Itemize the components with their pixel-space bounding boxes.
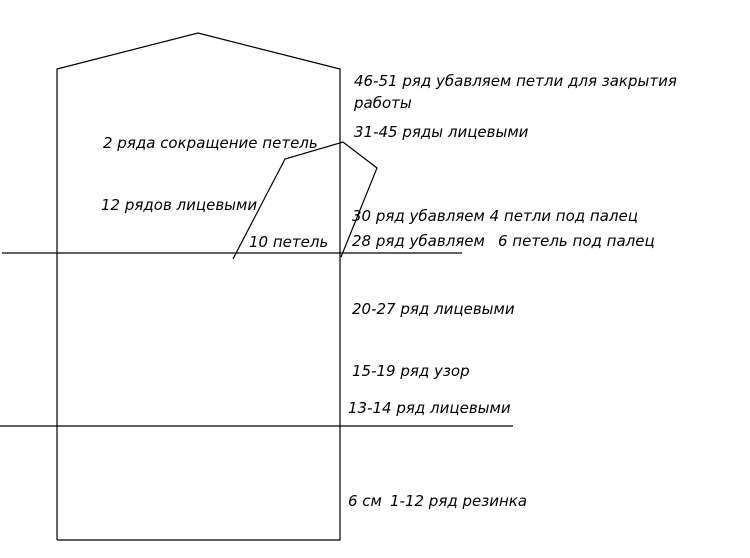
label-row-28-part2: 6 петель под палец xyxy=(498,232,655,250)
label-size-6cm: 6 см xyxy=(348,492,382,510)
label-rows-46-51-line1: 46-51 ряд убавляем петли для закрытия xyxy=(354,72,677,90)
label-rows-12-knit: 12 рядов лицевыми xyxy=(101,196,258,214)
label-short-rows: 2 ряда сокращение петель xyxy=(103,134,318,152)
label-rows-46-51-line2: работы xyxy=(354,94,412,112)
label-rows-31-45: 31-45 ряды лицевыми xyxy=(354,123,529,141)
label-row-28-part1: 28 ряд убавляем xyxy=(352,232,485,250)
label-row-30: 30 ряд убавляем 4 петли под палец xyxy=(352,207,638,225)
label-rows-15-19: 15-19 ряд узор xyxy=(352,362,470,380)
mitten-outline xyxy=(57,33,340,540)
label-rows-1-12: 1-12 ряд резинка xyxy=(390,492,528,510)
label-rows-13-14: 13-14 ряд лицевыми xyxy=(348,399,511,417)
label-stitches-10: 10 петель xyxy=(249,233,329,251)
label-rows-20-27: 20-27 ряд лицевыми xyxy=(352,300,515,318)
